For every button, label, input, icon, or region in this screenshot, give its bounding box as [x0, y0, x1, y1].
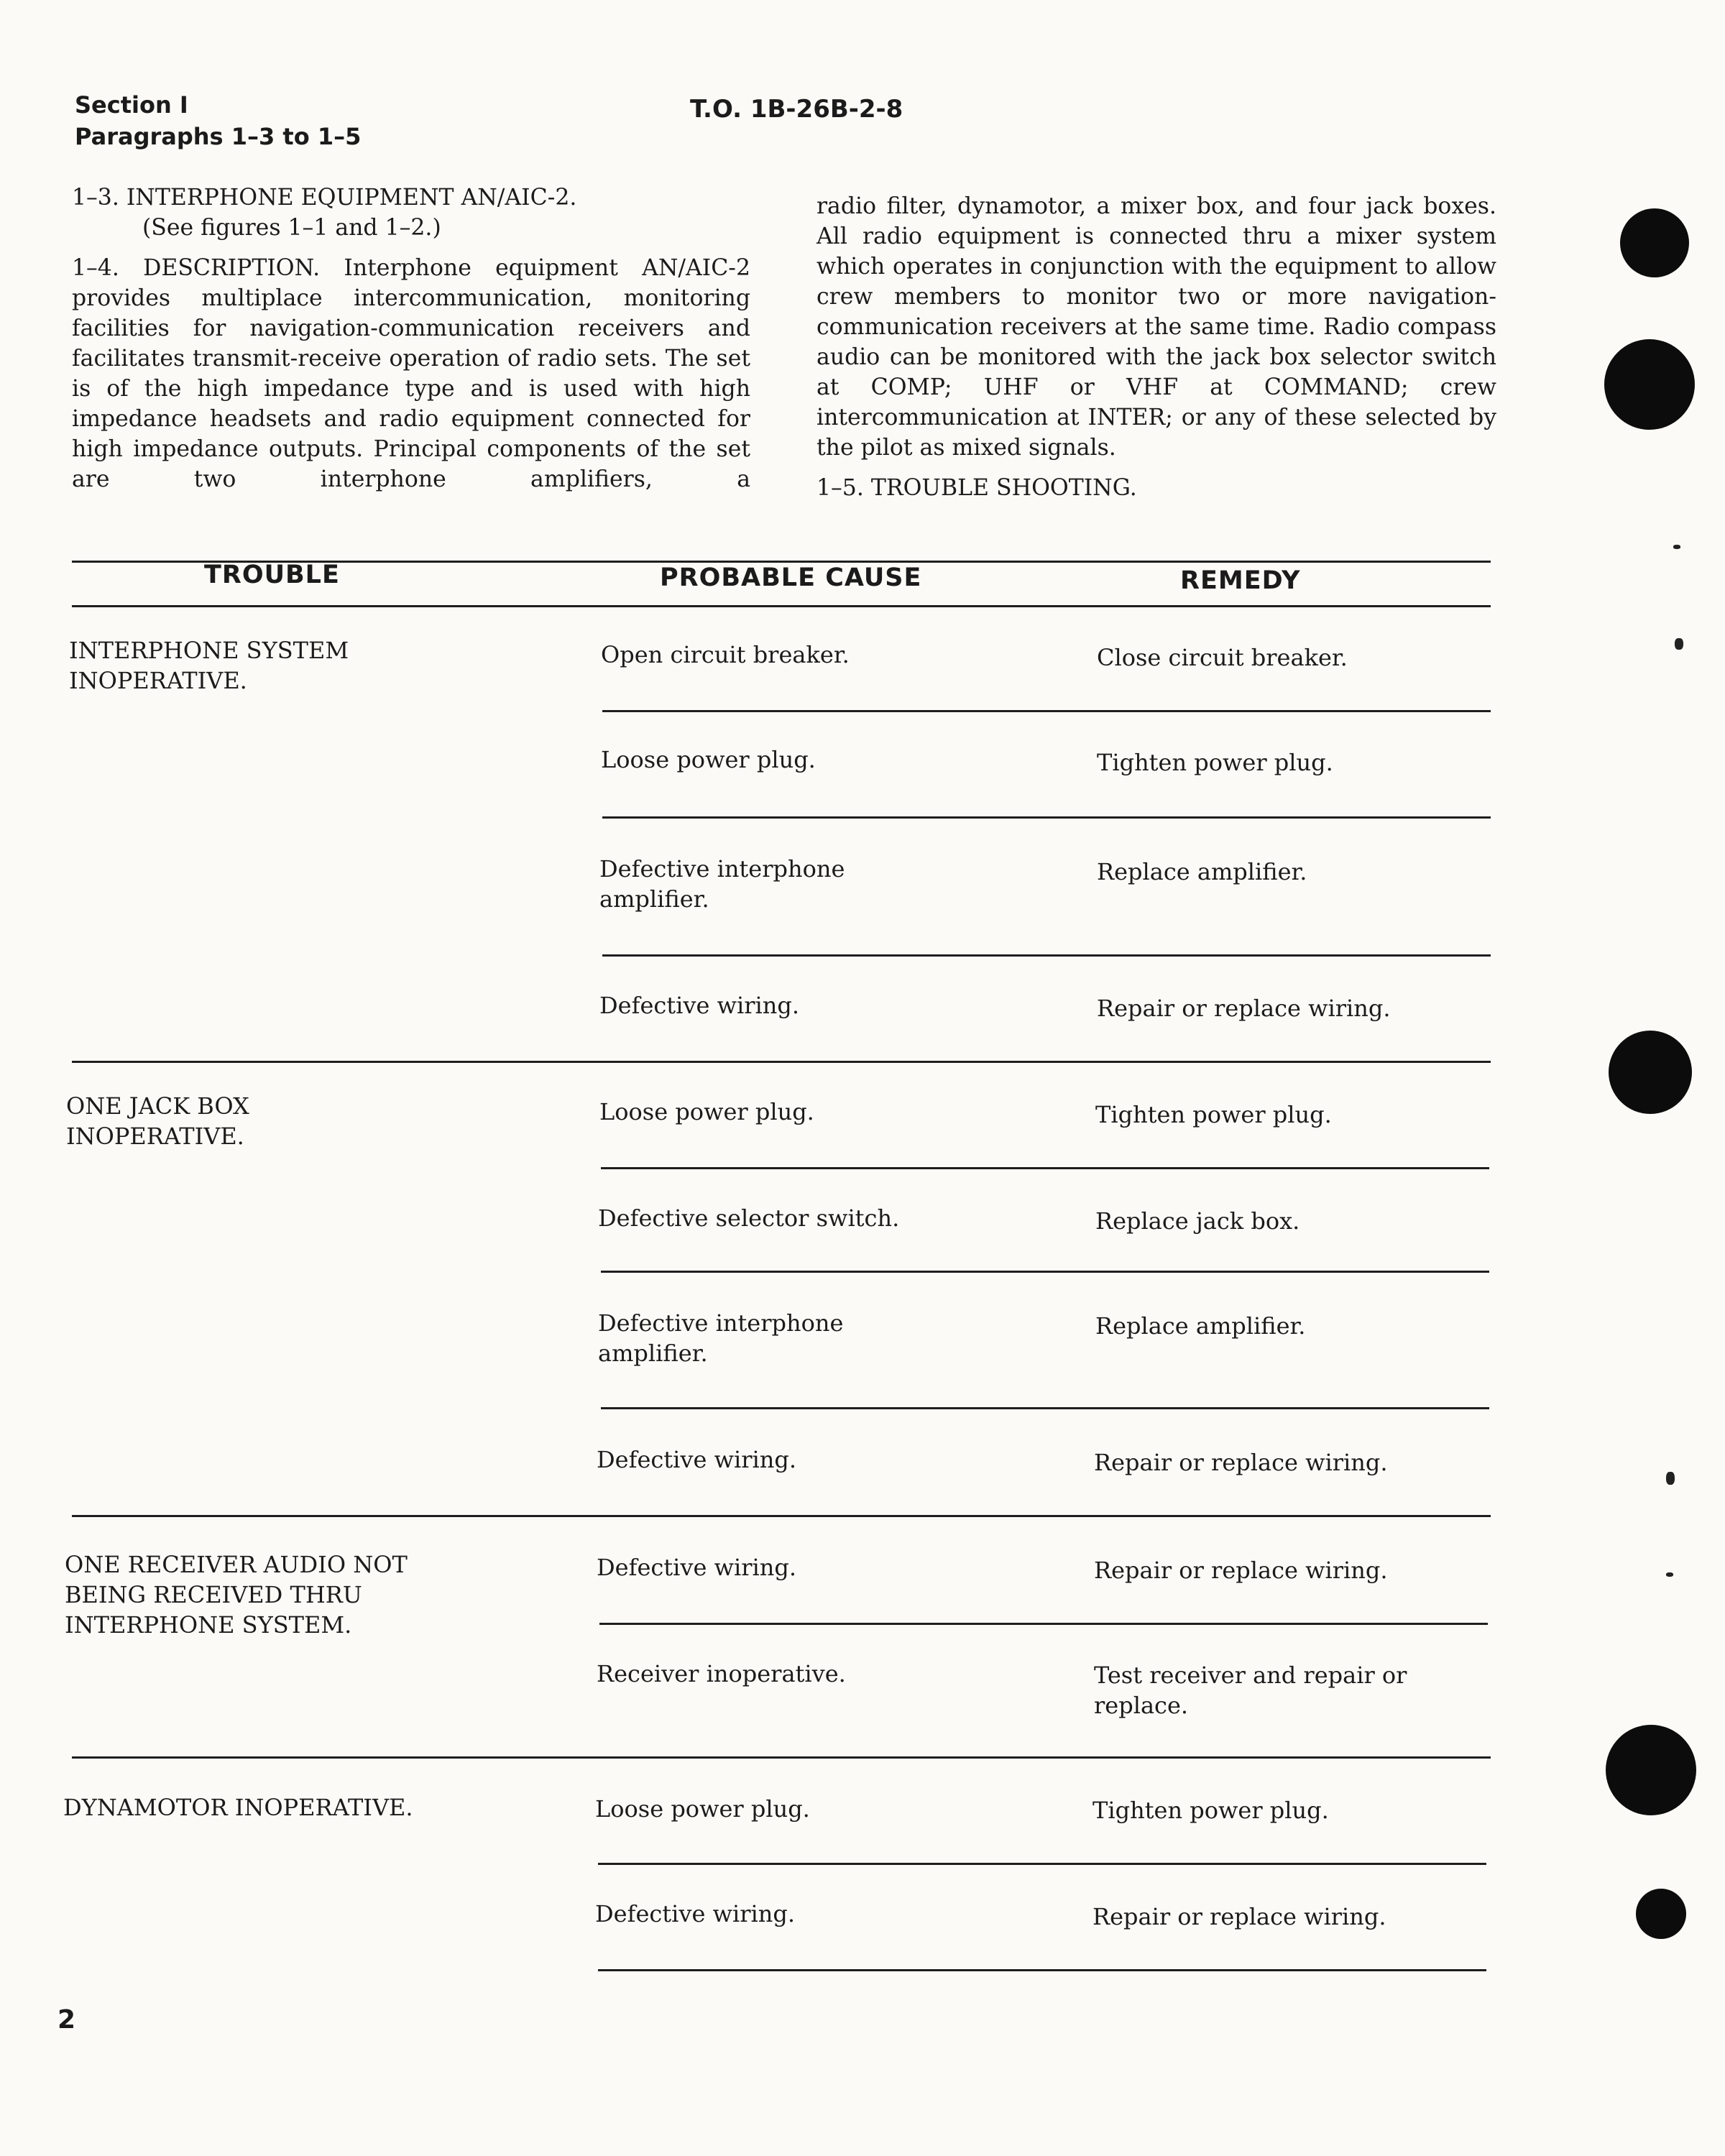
row-rule	[602, 816, 1491, 819]
header-probable-cause: PROBABLE CAUSE	[660, 563, 922, 592]
row-rule	[601, 1407, 1489, 1409]
section-label: Section I	[75, 91, 188, 119]
binder-hole-icon	[1620, 208, 1689, 277]
row-rule	[602, 710, 1491, 712]
remedy-cell: Repair or replace wiring.	[1092, 1903, 1386, 1930]
row-rule	[601, 1167, 1489, 1169]
row-rule	[602, 954, 1491, 957]
paragraph-1-4: 1–4. DESCRIPTION. Interphone equipment AN/AIC-2 provides multiplace intercommunication, monitoring facilities for navigation-communication receivers and facilitates transmit-receive operation of radio sets. The set is of the high impedance type and is used with high impedance headsets and radio equipment connected for high impedance outputs. Principal components of the set are two interphone amplifiers, a	[72, 255, 750, 492]
speck-icon	[1666, 1472, 1675, 1485]
remedy-cell: Repair or replace wiring.	[1094, 1449, 1388, 1476]
cause-cell: Loose power plug.	[601, 746, 816, 773]
page-number: 2	[58, 2005, 76, 2035]
remedy-cell: Close circuit breaker.	[1097, 644, 1348, 671]
cause-cell: Open circuit breaker.	[601, 641, 850, 668]
cause-cell: Loose power plug.	[599, 1098, 814, 1125]
section-heading	[75, 89, 361, 152]
left-column	[72, 183, 750, 505]
group-rule	[72, 1756, 1491, 1759]
binder-hole-icon	[1606, 1725, 1696, 1815]
paragraph-1-3-ref: (See figures 1–1 and 1–2.)	[142, 215, 441, 241]
group-rule	[72, 1515, 1491, 1517]
cause-cell: Defective interphone amplifier.	[599, 855, 845, 913]
paragraph-1-5-title: 1–5. TROUBLE SHOOTING.	[816, 475, 1137, 501]
row-rule	[598, 1863, 1486, 1865]
paragraph-1-3-title: 1–3. INTERPHONE EQUIPMENT AN/AIC-2.	[72, 185, 577, 211]
paragraph-1-3	[72, 183, 750, 243]
cause-cell: Defective interphone amplifier.	[598, 1309, 844, 1367]
cause-cell: Receiver inoperative.	[597, 1660, 846, 1687]
cause-cell: Defective selector switch.	[598, 1204, 900, 1232]
cause-cell: Defective wiring.	[599, 992, 799, 1019]
remedy-cell: Tighten power plug.	[1095, 1101, 1332, 1128]
speck-icon	[1666, 1572, 1673, 1577]
remedy-cell: Test receiver and repair or replace.	[1094, 1662, 1407, 1719]
trouble-dynamotor: DYNAMOTOR INOPERATIVE.	[63, 1794, 413, 1821]
binder-hole-icon	[1609, 1031, 1692, 1114]
remedy-cell: Replace amplifier.	[1095, 1312, 1306, 1340]
remedy-cell: Repair or replace wiring.	[1097, 995, 1391, 1022]
table-header-rule	[72, 605, 1491, 607]
paragraphs-label: Paragraphs 1–3 to 1–5	[75, 123, 362, 150]
remedy-cell: Replace jack box.	[1095, 1207, 1300, 1235]
speck-icon	[1675, 638, 1683, 650]
row-rule	[601, 1271, 1489, 1273]
cause-cell: Defective wiring.	[595, 1900, 795, 1927]
remedy-cell: Repair or replace wiring.	[1094, 1557, 1388, 1584]
remedy-cell: Replace amplifier.	[1097, 858, 1307, 885]
header-trouble: TROUBLE	[204, 561, 340, 589]
remedy-cell: Tighten power plug.	[1092, 1797, 1329, 1824]
right-column	[816, 191, 1496, 513]
cause-cell: Defective wiring.	[597, 1446, 796, 1473]
binder-hole-icon	[1636, 1889, 1686, 1939]
header-remedy: REMEDY	[1180, 566, 1301, 595]
trouble-one-jack-box: ONE JACK BOX INOPERATIVE.	[66, 1092, 249, 1150]
paragraph-1-4-continued: radio filter, dynamotor, a mixer box, and four jack boxes. All radio equipment is connected thru a mixer system which operates in conjunction with the equipment to allow crew members to monitor two or more navigation-communication receivers at the same time. Radio compass audio can be monitored with the jack box selector switch at COMP; UHF or VHF at COMMAND; crew intercommunication at INTER; or any of these selected by the pilot as mixed signals.	[816, 193, 1496, 461]
cause-cell: Loose power plug.	[595, 1795, 810, 1823]
cause-cell: Defective wiring.	[597, 1554, 796, 1581]
group-rule	[72, 1061, 1491, 1063]
trouble-one-receiver-audio: ONE RECEIVER AUDIO NOT BEING RECEIVED THRU INTERPHONE SYSTEM.	[65, 1551, 408, 1639]
speck-icon	[1673, 545, 1680, 549]
trouble-interphone-system: INTERPHONE SYSTEM INOPERATIVE.	[69, 637, 349, 694]
table-bottom-rule	[598, 1969, 1486, 1971]
binder-hole-icon	[1604, 339, 1695, 430]
row-rule	[599, 1623, 1488, 1625]
to-number: T.O. 1B-26B-2-8	[690, 95, 903, 124]
remedy-cell: Tighten power plug.	[1097, 749, 1333, 776]
